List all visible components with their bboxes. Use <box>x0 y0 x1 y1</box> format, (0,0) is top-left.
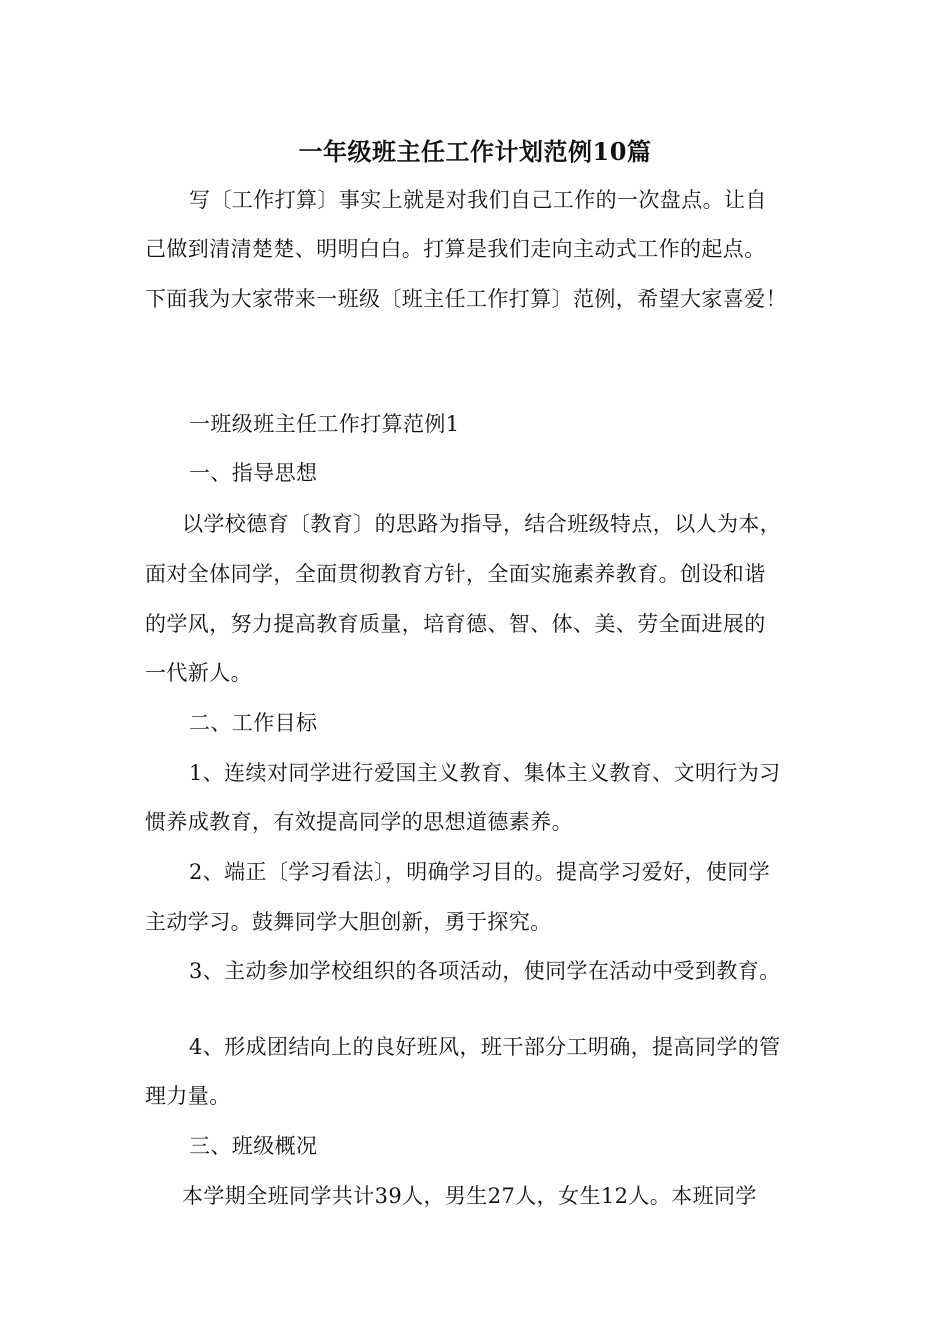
intro-line-2: 己做到清清楚楚、明明白白。打算是我们走向主动式工作的起点。 <box>145 237 766 261</box>
goal-1-line-1: 1、连续对同学进行爱国主义教育、集体主义教育、文明行为习 <box>189 761 781 785</box>
intro-line-3: 下面我为大家带来一班级〔班主任工作打算〕范例，希望大家喜爱！ <box>145 287 787 311</box>
goal-2-line-2: 主动学习。鼓舞同学大胆创新，勇于探究。 <box>145 910 552 934</box>
class-overview-line-1: 本学期全班同学共计39人，男生27人，女生12人。本班同学 <box>182 1184 757 1208</box>
intro-line-1: 写〔工作打算〕事实上就是对我们自己工作的一次盘点。让自 <box>189 188 767 212</box>
guiding-thought-line-3: 的学风，努力提高教育质量，培育德、智、体、美、劳全面进展的 <box>145 612 766 636</box>
document-title: 一年级班主任工作计划范例10篇 <box>298 137 652 166</box>
section-heading-class-overview: 三、班级概况 <box>189 1134 318 1158</box>
goal-1-line-2: 惯养成教育，有效提高同学的思想道德素养。 <box>145 810 573 834</box>
guiding-thought-line-2: 面对全体同学，全面贯彻教育方针，全面实施素养教育。创设和谐 <box>145 562 766 586</box>
guiding-thought-line-1: 以学校德育〔教育〕的思路为指导，结合班级特点，以人为本， <box>182 512 782 536</box>
goal-4-line-2: 理力量。 <box>145 1084 231 1108</box>
section-heading-work-goals: 二、工作目标 <box>189 711 318 735</box>
goal-3: 3、主动参加学校组织的各项活动，使同学在活动中受到教育。 <box>189 959 781 983</box>
goal-4-line-1: 4、形成团结向上的良好班风，班干部分工明确，提高同学的管 <box>189 1035 781 1059</box>
example-heading: 一班级班主任工作打算范例1 <box>189 412 460 436</box>
section-heading-guiding-thought: 一、指导思想 <box>189 461 318 485</box>
goal-2-line-1: 2、端正〔学习看法〕，明确学习目的。提高学习爱好，使同学 <box>189 860 771 884</box>
guiding-thought-line-4: 一代新人。 <box>145 661 252 685</box>
